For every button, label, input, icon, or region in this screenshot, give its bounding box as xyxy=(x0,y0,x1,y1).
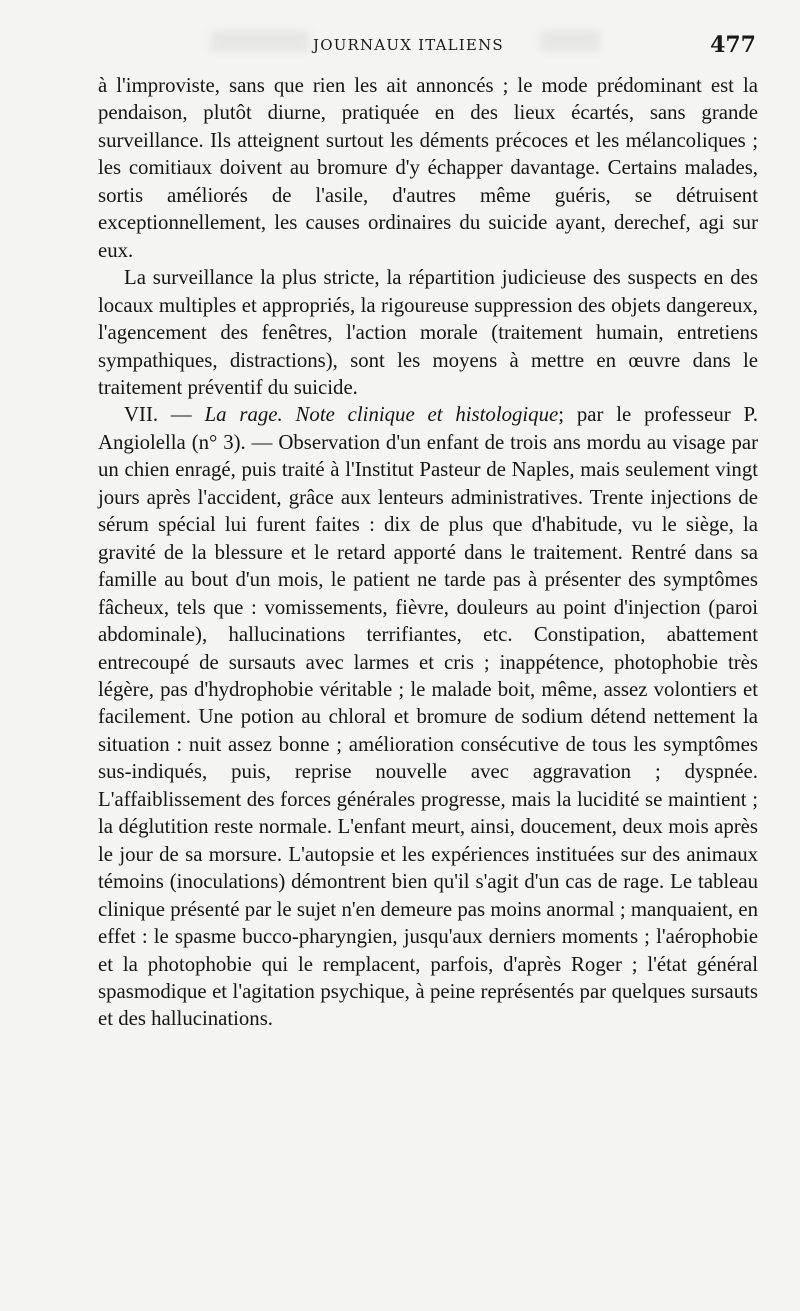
section-title: La rage. Note clinique et histologique xyxy=(204,403,559,427)
section-vii-paragraph xyxy=(98,401,758,1032)
paragraph-continuation: à l'improviste, sans que rien les ait annoncés ; le mode prédominant est la pendaison, plutôt diurne, pratiquée en des lieux écartés, sans grande surveillance. Ils atteignent surtout les déments précoces et les mélancoliques ; les comitiaux doivent au bromure d'y échapper davantage. Certains malades, sortis améliorés de l'asile, d'autres même guéris, se détruisent exceptionnellement, les causes ordinaires du suicide ayant, derechef, agi sur eux. xyxy=(98,74,758,262)
page-header xyxy=(0,30,800,60)
section-body: ; par le professeur P. Angiolella (n° 3). — Observation d'un enfant de trois ans mordu au visage par un chien enragé, puis traité à l'Institut Pasteur de Naples, mais seulement vingt jours après l'accident, grâce aux lenteurs administratives. Trente injections de sérum spécial lui furent faites : dix de plus que d'habitude, vu le siège, la gravité de la blessure et le retard apporté dans le traitement. Rentré dans sa famille au bout d'un mois, le patient ne tarde pas à présenter des symptômes fâcheux, tels que : vomissements, fièvre, douleurs au point d'injection (paroi abdominale), hallucinations terrifiantes, etc. Constipation, abattement entrecoupé de sursauts avec larmes et cris ; inappétence, photophobie très légère, pas d'hydrophobie véritable ; le malade boit, même, assez volontiers et facilement. Une potion au chloral et bromure de sodium détend nettement la situation : nuit assez bonne ; amélioration consécutive de tous les symptômes sus-indiqués, puis, reprise nouvelle avec aggravation ; dyspnée. L'affaiblissement des forces générales progresse, mais la lucidité se maintient ; la déglutition reste normale. L'enfant meurt, ainsi, doucement, deux mois après le jour de sa morsure. L'autopsie et les expériences instituées sur des animaux témoins (inoculations) démontrent bien qu'il s'agit d'un cas de rage. Le tableau clinique présenté par le sujet n'en demeure pas moins anormal ; manquaient, en effet : le spasme bucco-pharyngien, jusqu'aux derniers moments ; l'aérophobie et la photophobie qui le remplacent, parfois, d'après Roger ; l'état général spasmodique et l'agitation psychique, à peine représentés par quelques sursauts et des hallucinations. xyxy=(98,403,759,1031)
page-number: 477 xyxy=(710,32,756,58)
body-text xyxy=(98,72,758,1033)
paragraph-prevention: La surveillance la plus stricte, la répartition judicieuse des suspects en des locaux multiples et appropriés, la rigoureuse suppression des objets dangereux, l'agencement des fenêtres, l'action morale (traitement humain, entretiens sympathiques, distractions), sont les moyens à mettre en œuvre dans le traitement préventif du suicide. xyxy=(98,266,758,399)
section-number: VII. — xyxy=(124,403,192,427)
running-head: JOURNAUX ITALIENS xyxy=(313,36,504,54)
